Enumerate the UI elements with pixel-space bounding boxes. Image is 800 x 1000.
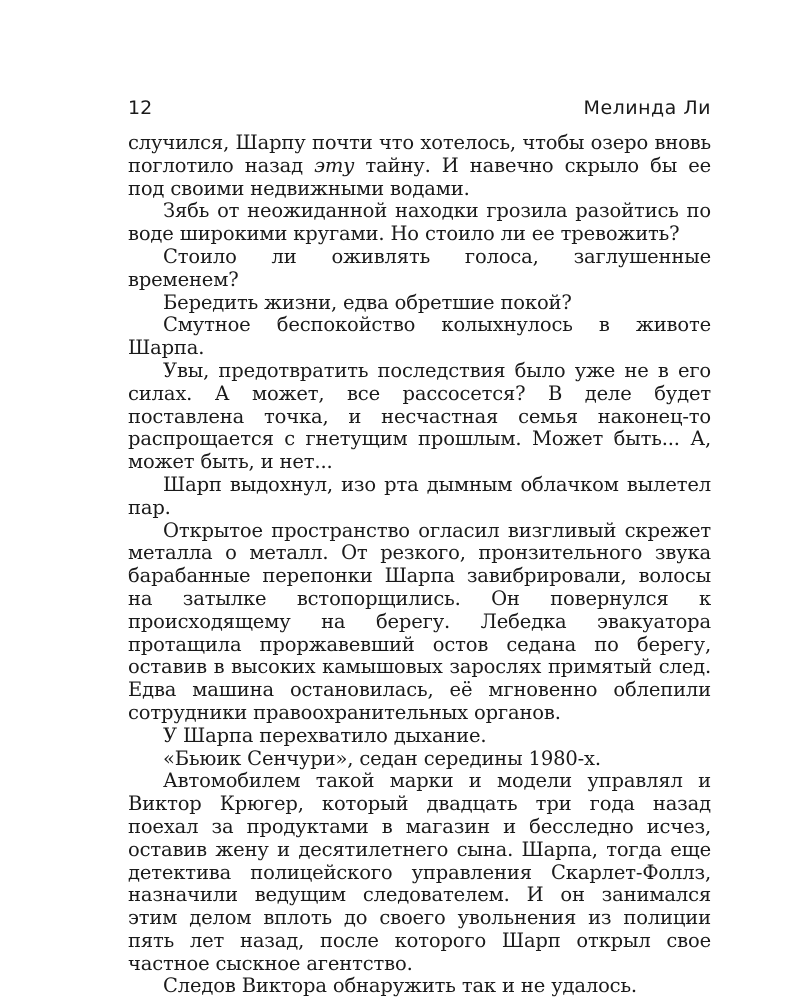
page-header bbox=[128, 94, 711, 122]
emphasis-text: эту bbox=[314, 153, 355, 177]
paragraph: «Бьюик Сенчури», седан середины 1980-х. bbox=[163, 746, 601, 770]
paragraph-text: случился, Шарпу почти что хотелось, чтобы озеро вновь поглотило назад bbox=[128, 131, 711, 177]
paragraph: Стоило ли оживлять голоса, заглушенные временем? bbox=[128, 244, 711, 291]
page-number: 12 bbox=[128, 97, 153, 119]
paragraph: Автомобилем такой марки и модели управлял и Виктор Крюгер, который двадцать три года назад поехал за продуктами в магазин и бесследно исчез, оставив жену и десятилетнего сына. Шарпа, тогда еще детектива полицейского управления Скарлет-Фоллз, назначили ведущим следователем. И он занимался этим делом вплоть до своего увольнения из полиции пять лет назад, после которого Шарп открыл свое частное сыскное агентство. bbox=[128, 769, 711, 975]
body-text bbox=[128, 132, 711, 998]
paragraph: Смутное беспокойство колыхнулось в животе Шарпа. bbox=[128, 313, 711, 360]
paragraph: Бередить жизни, едва обретшие покой? bbox=[163, 290, 572, 314]
paragraph-text: тайну. И навечно скрыло бы ее под своими недвижными водами. bbox=[128, 153, 711, 200]
paragraph: Увы, предотвратить последствия было уже не в его силах. А может, все рассосется? В деле будет поставлена точка, и несчастная семья наконец-то распрощается с гнетущим прошлым. Может быть... А, может быть, и нет... bbox=[128, 358, 711, 474]
paragraph: Шарп выдохнул, изо рта дымным облачком вылетел пар. bbox=[128, 472, 711, 519]
paragraph: Открытое пространство огласил визгливый скрежет металла о металл. От резкого, пронзительного звука барабанные перепонки Шарпа завибрировали, волосы на затылке встопорщились. Он повернулся к происходящему на берегу. Лебедка эвакуатора протащила проржавевший остов седана по берегу, оставив в высоких камышовых зарослях примятый след. Едва машина остановилась, её мгновенно облепили сотрудники правоохранительных органов. bbox=[128, 518, 711, 724]
running-head: Мелинда Ли bbox=[583, 97, 711, 119]
paragraph: У Шарпа перехватило дыхание. bbox=[163, 723, 487, 747]
paragraph: Следов Виктора обнаружить так и не удалось. bbox=[163, 974, 637, 998]
paragraph: Зябь от неожиданной находки грозила разойтись по воде широкими кругами. Но стоило ли ее тревожить? bbox=[128, 199, 711, 246]
paragraph bbox=[128, 132, 711, 200]
